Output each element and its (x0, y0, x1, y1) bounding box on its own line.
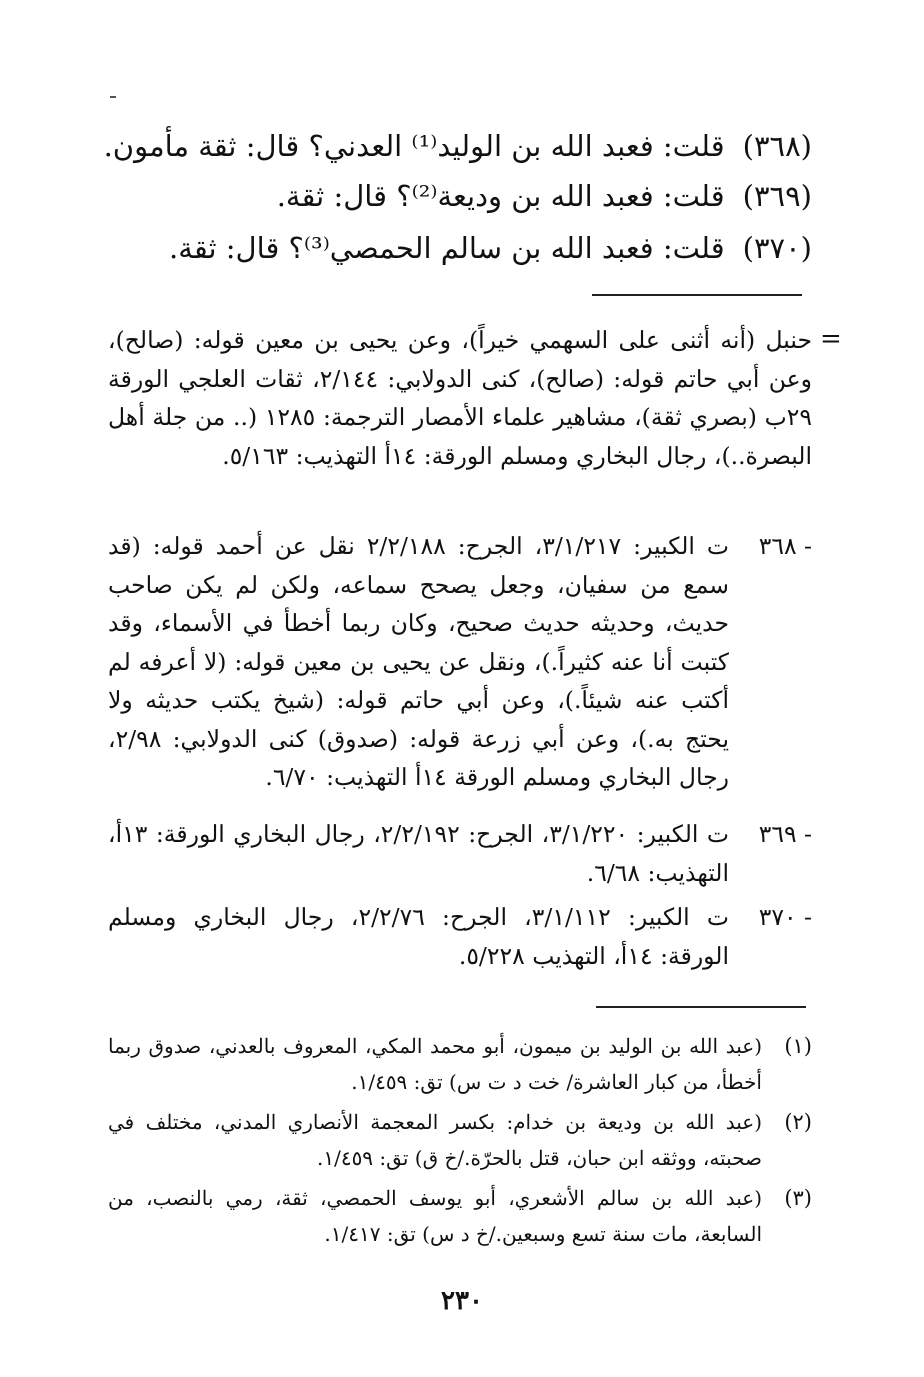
entry-number: (٣٦٩) (742, 179, 812, 213)
apparatus-item-369: ت الكبير: ٣/١/٢٢٠، الجرح: ٢/٢/١٩٢، رجال البخاري الورقة: ١٣أ، التهذيب: ٦/٦٨. (108, 820, 729, 887)
entry-text: قلت: فعبد الله بن وديعة⁽²⁾؟ قال: ثقة. (276, 179, 725, 213)
entry-370 (112, 228, 812, 268)
entry-number: (٣٧٠) (742, 231, 812, 265)
footnote-2: (عبد الله بن وديعة بن خدام: بكسر المعجمة الأنصاري المدني، مختلف في صحبته، ووثقه ابن حبان، قتل بالحرّة./خ ق) تق: ١/٤٥٩. (108, 1110, 762, 1170)
footnote-number: (٣) (784, 1186, 812, 1210)
footnote-number: (١) (784, 1034, 812, 1058)
apparatus-number: ٣٧٠ - (758, 903, 812, 931)
footnote-number: (٢) (784, 1110, 812, 1134)
apparatus-separator (592, 294, 802, 296)
apparatus-number: ٣٦٩ - (758, 820, 812, 848)
entry-number: (٣٦٨) (742, 129, 812, 163)
apparatus-item-370: ت الكبير: ٣/١/١١٢، الجرح: ٢/٢/٧٦، رجال البخاري ومسلم الورقة: ١٤أ، التهذيب ٥/٢٢٨. (108, 903, 730, 970)
page-number: ٢٣٠ (441, 1286, 483, 1316)
entry-text: قلت: فعبد الله بن سالم الحمصي⁽³⁾؟ قال: ثقة. (169, 231, 725, 265)
apparatus-number: ٣٦٨ - (758, 532, 812, 560)
apparatus-continuation: حنبل (أنه أثنى على السهمي خيراً)، وعن يحيى بن معين قوله: (صالح)، وعن أبي حاتم قوله: (صالح)، كنى الدولابي: ٢/١٤٤، ثقات العلجي الورقة ٢٩ب (بصري ثقة)، مشاهير علماء الأمصار الترجمة: ١٢٨٥ (.. من جلة أهل البصرة..)، رجال البخاري ومسلم الورقة: ١٤أ التهذيب: ٥/١٦٣. (108, 326, 812, 470)
apparatus-item-368: ت الكبير: ٣/١/٢١٧، الجرح: ٢/٢/١٨٨ نقل عن أحمد قوله: (قد سمع من سفيان، وجعل يصحح سماعه، ولكن لم يكن صاحب حديث، وحديثه حديث صحيح، وكان ربما أخطأ في الأسماء، وقد كتبت أنا عنه كثيراً.)، ونقل عن يحيى بن معين قوله: (لا أعرفه لم أكتب عنه شيئاً.)، وعن أبي حاتم قوله: (شيخ يكتب حديثه ولا يحتج به.)، وعن أبي زرعة قوله: (صدوق) كنى الدولابي: ٢/٩٨، رجال البخاري ومسلم الورقة ١٤أ التهذيب: ٦/٧٠. (108, 532, 730, 791)
entry-369 (112, 176, 812, 216)
footnote-3: (عبد الله بن سالم الأشعري، أبو يوسف الحمصي، ثقة، رمي بالنصب، من السابعة، مات سنة تسع وسبعين./خ د س) تق: ١/٤١٧. (108, 1186, 762, 1246)
continuation-mark: = (820, 324, 842, 354)
entry-text: قلت: فعبد الله بن الوليد⁽¹⁾ العدني؟ قال: ثقة مأمون. (103, 129, 725, 163)
footnote-separator (596, 1006, 806, 1008)
entry-368 (103, 126, 812, 166)
footnote-1: (عبد الله بن الوليد بن ميمون، أبو محمد المكي، المعروف بالعدني، صدوق ربما أخطأ، من كبار العاشرة/ خت د ت س) تق: ١/٤٥٩. (108, 1034, 762, 1094)
top-mark (110, 96, 116, 98)
